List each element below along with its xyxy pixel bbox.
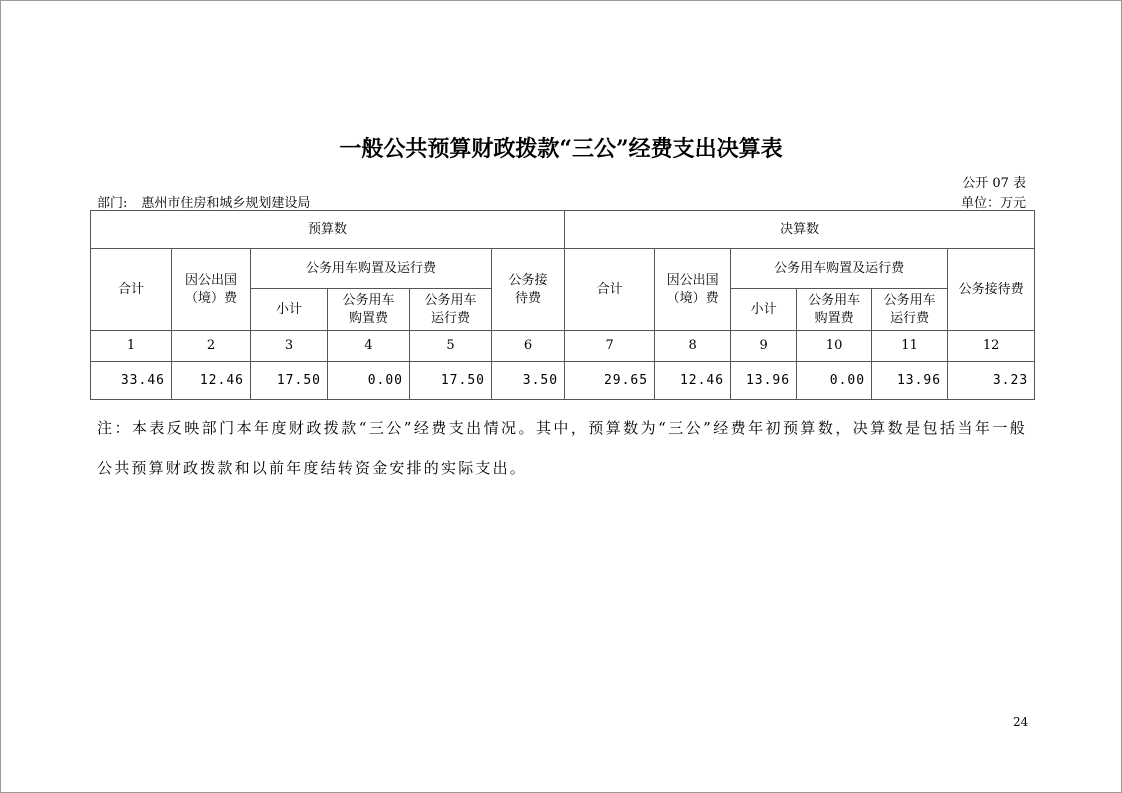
- final-vehicle-purchase-header: 公务用车购置费: [797, 289, 872, 331]
- final-total-header: 合计: [565, 249, 655, 331]
- column-number: 4: [328, 331, 410, 362]
- value-cell: 13.96: [731, 362, 797, 400]
- value-cell: 12.46: [172, 362, 251, 400]
- column-number: 11: [872, 331, 948, 362]
- column-header-row: [91, 249, 1035, 289]
- final-reception-header: 公务接待费: [948, 249, 1035, 331]
- column-number: 3: [251, 331, 328, 362]
- value-cell: 33.46: [91, 362, 172, 400]
- table-note: 注：本表反映部门本年度财政拨款“三公”经费支出情况。其中，预算数为“三公”经费年初预算数，决算数是包括当年一般公共预算财政拨款和以前年度结转资金安排的实际支出。: [97, 419, 1027, 477]
- value-cell: 17.50: [410, 362, 492, 400]
- column-number-row: [91, 331, 1035, 362]
- value-cell: 3.50: [492, 362, 565, 400]
- value-cell: 0.00: [797, 362, 872, 400]
- form-number: 公开 07 表: [962, 176, 1026, 191]
- final-subtotal-header: 小计: [731, 289, 797, 331]
- unit-label: 单位：万元: [960, 196, 1026, 211]
- budget-reception-header: 公务接待费: [492, 249, 565, 331]
- final-abroad-header: 因公出国（境）费: [655, 249, 731, 331]
- column-number: 2: [172, 331, 251, 362]
- page-number: 24: [1013, 715, 1029, 729]
- column-number: 6: [492, 331, 565, 362]
- budget-abroad-header: 因公出国（境）费: [172, 249, 251, 331]
- department-name: 惠州市住房和城乡规划建设局: [141, 196, 311, 211]
- value-cell: 29.65: [565, 362, 655, 400]
- column-number: 5: [410, 331, 492, 362]
- group-header-row: [91, 211, 1035, 249]
- final-vehicle-group-header: 公务用车购置及运行费: [731, 249, 948, 289]
- budget-vehicle-operation-header: 公务用车运行费: [410, 289, 492, 331]
- value-cell: 0.00: [328, 362, 410, 400]
- column-number: 10: [797, 331, 872, 362]
- page-title: 一般公共预算财政拨款“三公”经费支出决算表: [339, 136, 783, 162]
- value-cell: 3.23: [948, 362, 1035, 400]
- column-number: 8: [655, 331, 731, 362]
- budget-total-header: 合计: [91, 249, 172, 331]
- column-number: 7: [565, 331, 655, 362]
- three-public-expense-table: [90, 210, 1035, 400]
- value-row: [91, 362, 1035, 400]
- budget-vehicle-group-header: 公务用车购置及运行费: [251, 249, 492, 289]
- budget-subtotal-header: 小计: [251, 289, 328, 331]
- final-vehicle-operation-header: 公务用车运行费: [872, 289, 948, 331]
- value-cell: 17.50: [251, 362, 328, 400]
- column-number: 1: [91, 331, 172, 362]
- value-cell: 13.96: [872, 362, 948, 400]
- department-line: [97, 192, 310, 211]
- budget-group-header: 预算数: [91, 211, 565, 249]
- column-number: 12: [948, 331, 1035, 362]
- column-number: 9: [731, 331, 797, 362]
- final-group-header: 决算数: [565, 211, 1035, 249]
- department-label: 部门:: [97, 196, 128, 211]
- value-cell: 12.46: [655, 362, 731, 400]
- budget-vehicle-purchase-header: 公务用车购置费: [328, 289, 410, 331]
